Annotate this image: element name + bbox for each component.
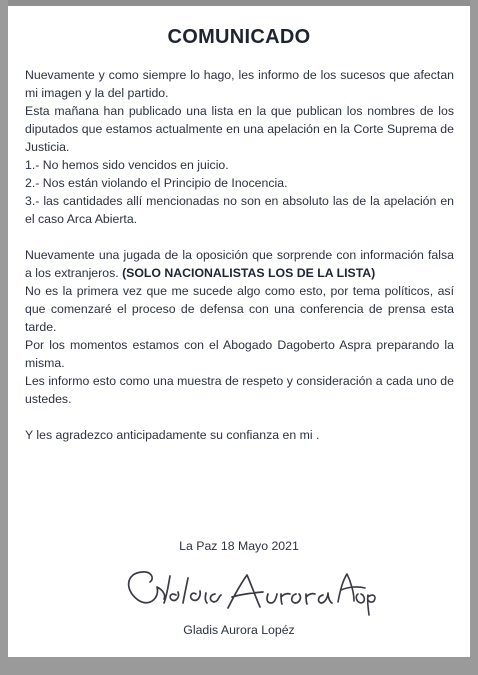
paragraph-2: Esta mañana han publicado una lista en la que publican los nombres de los diputados que estamos actualmente en una apelación en la Corte Suprema de Justicia. xyxy=(25,104,454,154)
document-date: La Paz 18 Mayo 2021 xyxy=(179,539,299,553)
paragraph-6: Les informo esto como una muestra de respeto y consideración a cada uno de ustedes. xyxy=(25,374,454,406)
paragraph-5: Por los momentos estamos con el Abogado Dagoberto Aspra preparando la misma. xyxy=(25,338,454,370)
paragraph-1: Nuevamente y como siempre lo hago, les informo de los sucesos que afectan mi imagen y la del partido. xyxy=(25,68,454,100)
bold-note: (SOLO NACIONALISTAS LOS DE LA LISTA) xyxy=(122,266,376,280)
document-title: COMUNICADO xyxy=(167,26,311,48)
list-item-1: 1.- No hemos sido vencidos en juicio. xyxy=(25,158,229,172)
signer-name: Gladis Aurora Lopéz xyxy=(183,623,295,637)
handwritten-signature xyxy=(118,566,380,618)
paragraph-gap xyxy=(25,408,454,426)
document-page xyxy=(8,0,470,657)
list-item-2: 2.- Nos están violando el Principio de Inocencia. xyxy=(25,176,288,190)
document-body xyxy=(25,66,454,444)
top-rule xyxy=(8,0,470,6)
list-item-3: 3.- las cantidades allí mencionadas no son en absoluto las de la apelación en el caso Arca Abierta. xyxy=(25,194,454,226)
paragraph-3-text: Nuevamente una jugada de la oposición que sorprende con información falsa a los extranjeros. xyxy=(25,248,454,280)
paragraph-gap xyxy=(25,228,454,246)
closing-line: Y les agradezco anticipadamente su confianza en mi . xyxy=(25,428,320,442)
paragraph-4: No es la primera vez que me sucede algo como esto, por tema políticos, así que comenzaré el proceso de defensa con una conferencia de prensa esta tarde. xyxy=(25,284,454,334)
paragraph-3 xyxy=(25,246,454,282)
